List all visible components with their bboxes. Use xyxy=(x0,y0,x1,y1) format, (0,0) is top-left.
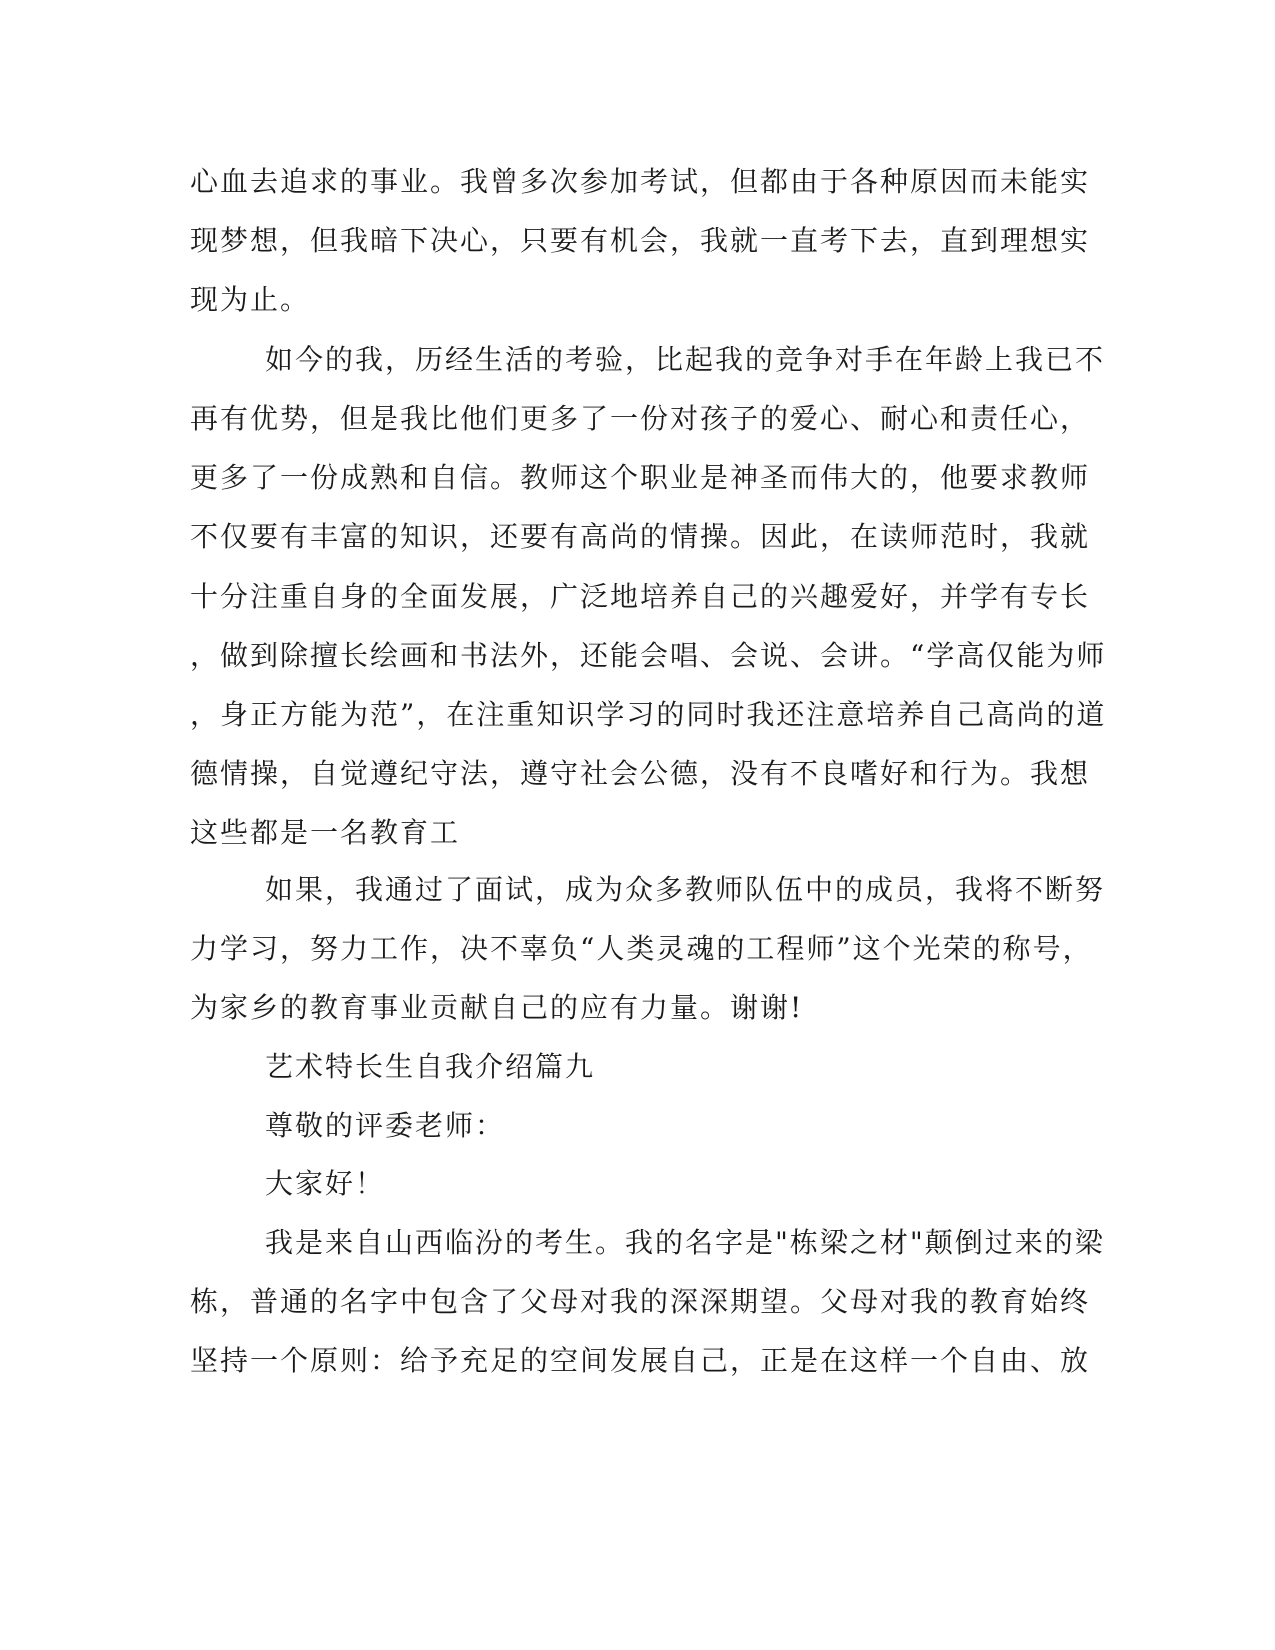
text-line: 心血去追求的事业。我曾多次参加考试，但都由于各种原因而未能实 xyxy=(190,165,1091,198)
text-line: 现为止。 xyxy=(190,283,311,316)
text-line: 更多了一份成熟和自信。教师这个职业是神圣而伟大的，他要求教师 xyxy=(190,461,1091,494)
paragraph-start-line: 如今的我，历经生活的考验，比起我的竞争对手在年龄上我已不 xyxy=(265,343,1106,376)
section-heading: 艺术特长生自我介绍篇九 xyxy=(265,1050,596,1083)
text-line: 不仅要有丰富的知识，还要有高尚的情操。因此，在读师范时，我就 xyxy=(190,520,1091,553)
paragraph-start-line: 我是来自山西临汾的考生。我的名字是"栋梁之材"颠倒过来的梁 xyxy=(265,1226,1105,1259)
text-line: ，身正方能为范”，在注重知识学习的同时我还注意培养自己高尚的道 xyxy=(190,698,1107,731)
text-line: ，做到除擅长绘画和书法外，还能会唱、会说、会讲。“学高仅能为师 xyxy=(190,639,1107,672)
salutation: 尊敬的评委老师： xyxy=(265,1109,506,1142)
text-line: 德情操，自觉遵纪守法，遵守社会公德，没有不良嗜好和行为。我想 xyxy=(190,757,1091,790)
text-line: 为家乡的教育事业贡献自己的应有力量。谢谢! xyxy=(190,991,804,1024)
text-line: 现梦想，但我暗下决心，只要有机会，我就一直考下去，直到理想实 xyxy=(190,224,1091,257)
text-line: 这些都是一名教育工 xyxy=(190,816,461,849)
text-line: 栋，普通的名字中包含了父母对我的深深期望。父母对我的教育始终 xyxy=(190,1285,1091,1318)
paragraph-start-line: 如果，我通过了面试，成为众多教师队伍中的成员，我将不断努 xyxy=(265,873,1106,906)
text-line: 力学习，努力工作，决不辜负“人类灵魂的工程师”这个光荣的称号， xyxy=(190,932,1093,965)
text-line: 十分注重自身的全面发展，广泛地培养自己的兴趣爱好，并学有专长 xyxy=(190,580,1091,613)
text-line: 坚持一个原则：给予充足的空间发展自己，正是在这样一个自由、放 xyxy=(190,1344,1091,1377)
greeting: 大家好！ xyxy=(265,1167,386,1200)
text-line: 再有优势，但是我比他们更多了一份对孩子的爱心、耐心和责任心， xyxy=(190,402,1091,435)
